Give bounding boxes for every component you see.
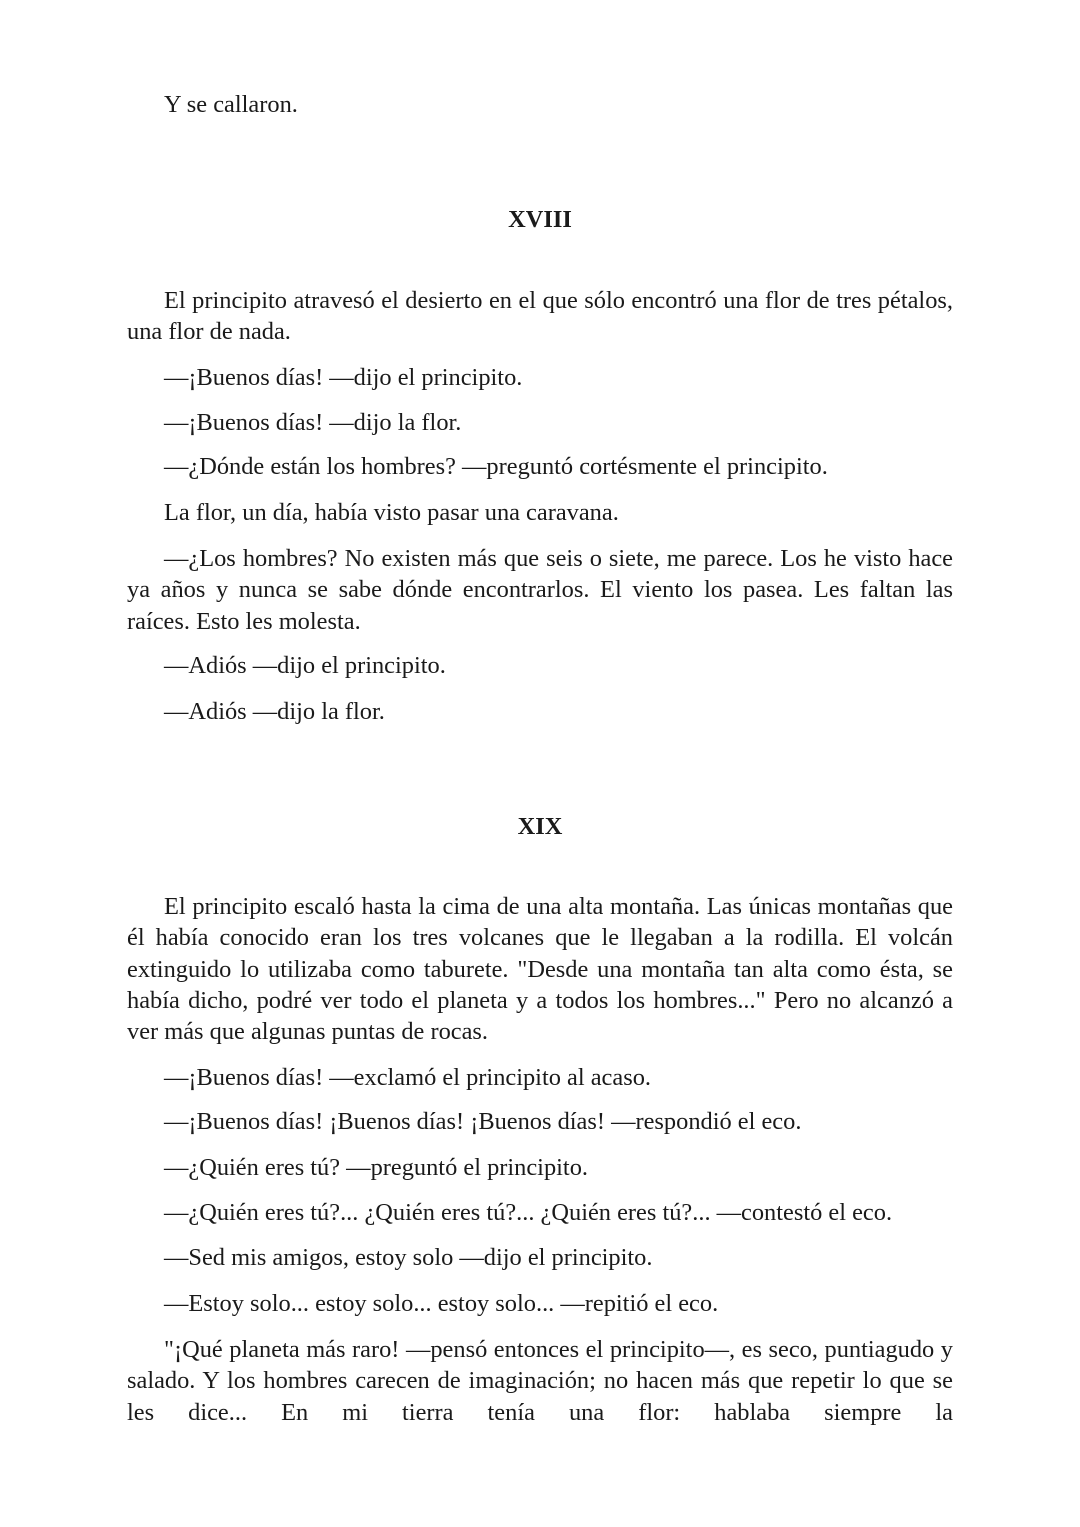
dialogue-line: —¿Los hombres? No existen más que seis o siete, me parece. Los he visto hace ya años y nunca se sabe dónde encontrarlos. El viento los pasea. Les faltan las raíces. Esto les molesta.: [127, 545, 953, 635]
dialogue-line: —Adiós —dijo la flor.: [164, 698, 385, 725]
paragraph: "¡Qué planeta más raro! —pensó entonces el principito—, es seco, puntiagudo y salado. Y los hombres carecen de imaginación; no hacen más que repetir lo que se les dice... En mi tierra tenía una flor: hablaba siempre la: [127, 1336, 953, 1426]
paragraph: El principito escaló hasta la cima de una alta montaña. Las únicas montañas que él había conocido eran los tres volcanes que le llegaban a la rodilla. El volcán extinguido lo utilizaba como taburete. "Desde una montaña tan alta como ésta, se había dicho, podré ver todo el planeta y a todos los hombres..." Pero no alcanzó a ver más que algunas puntas de rocas.: [127, 893, 953, 1046]
paragraph: Y se callaron.: [164, 91, 298, 118]
dialogue-line: —¿Quién eres tú?... ¿Quién eres tú?... ¿Quién eres tú?... —contestó el eco.: [164, 1199, 893, 1226]
chapter-heading-xviii: XVIII: [508, 206, 572, 233]
paragraph: El principito atravesó el desierto en el que sólo encontró una flor de tres pétalos, una flor de nada.: [127, 287, 953, 346]
dialogue-line: —¡Buenos días! —exclamó el principito al acaso.: [164, 1064, 651, 1091]
paragraph: La flor, un día, había visto pasar una caravana.: [164, 499, 619, 526]
dialogue-line: —¡Buenos días! —dijo el principito.: [164, 364, 523, 391]
dialogue-line: —¿Dónde están los hombres? —preguntó cortésmente el principito.: [164, 453, 828, 480]
dialogue-line: —¿Quién eres tú? —preguntó el principito.: [164, 1154, 589, 1181]
dialogue-line: —¡Buenos días! —dijo la flor.: [164, 409, 462, 436]
chapter-heading-xix: XIX: [517, 813, 563, 840]
dialogue-line: —¡Buenos días! ¡Buenos días! ¡Buenos días! —respondió el eco.: [164, 1108, 802, 1135]
dialogue-line: —Estoy solo... estoy solo... estoy solo... —repitió el eco.: [164, 1290, 719, 1317]
dialogue-line: —Sed mis amigos, estoy solo —dijo el principito.: [164, 1244, 653, 1271]
dialogue-line: —Adiós —dijo el principito.: [164, 652, 446, 679]
